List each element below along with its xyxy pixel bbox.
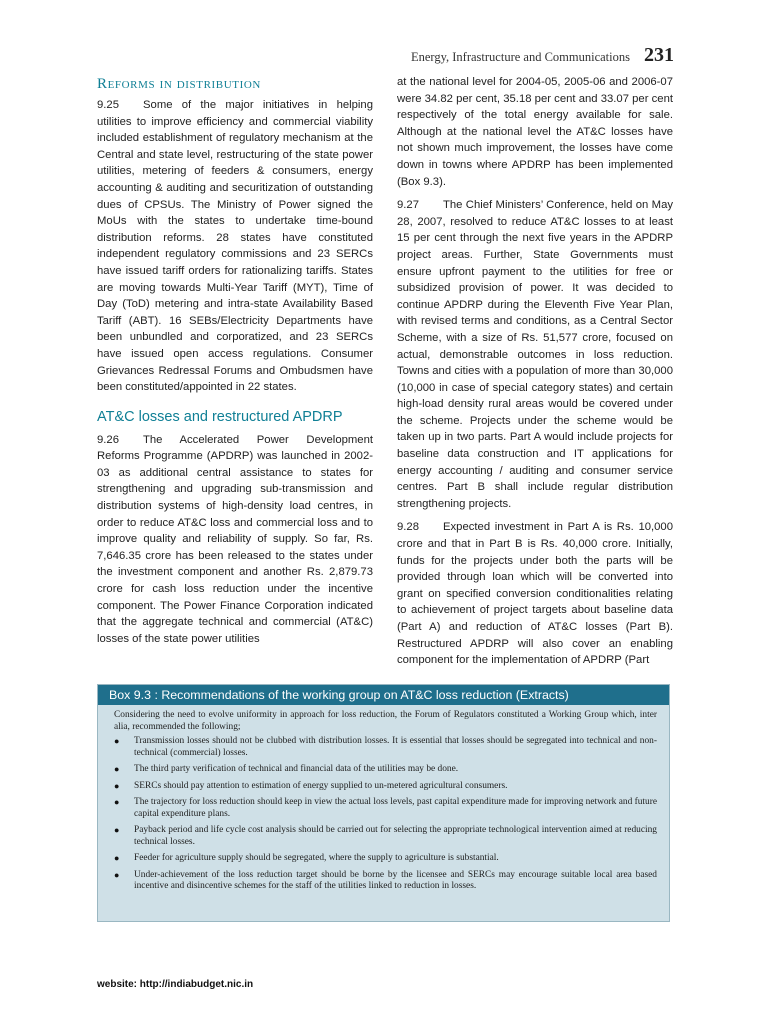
paragraph-text: The Accelerated Power Development Reforms Programme (APDRP) was launched in 2002-03 as additional central assistance to states for strengthening and upgrading sub-transmission and distribution systems of high-density load centres, in order to reduce AT&C loss and commercial loss and to improve quality and reliability of supply. So far, Rs. 7,646.35 crore has been released to the states under the investment component and another Rs. 2,879.73 crore for cash loss reduction under the incentive component. The Power Finance Corporation indicated that the aggregate technical and commercial (AT&C) losses of the state power utilities	[97, 433, 373, 645]
bullet-icon: ●	[114, 869, 120, 880]
bullet-icon: ●	[114, 853, 120, 863]
list-item	[114, 781, 657, 793]
paragraph-9-26	[97, 432, 373, 648]
list-item-text: The third party verification of technical and financial data of the utilities may be done.	[134, 764, 459, 774]
right-column	[397, 74, 673, 676]
section-name: Energy, Infrastructure and Communications	[410, 50, 630, 64]
recommendation-list	[114, 736, 657, 893]
section-heading: Reforms in distribution	[97, 76, 261, 92]
bullet-icon: ●	[114, 825, 120, 835]
box-body	[98, 705, 669, 893]
paragraph-text: Expected investment in Part A is Rs. 10,000 crore and that in Part B is Rs. 40,000 crore. Initially, funds for the projects under both the parts will be provided through loan which will be converted into grant on specified conversion conditionalities relating to achievement of project targets about baseline data (Part A) and reduction of AT&C losses (Part B). Restructured APDRP will also cover an enabling component for the implementation of APDRP (Part	[397, 521, 673, 667]
list-item	[114, 853, 657, 865]
list-item	[114, 825, 657, 848]
paragraph-9-26-continued: at the national level for 2004-05, 2005-06 and 2006-07 were 34.82 per cent, 35.18 per cent and 33.07 per cent respectively of the total energy available for sale. Although at the national level the AT&C losses have not shown much improvement, the losses have come down in towns where APDRP has been implemented (Box 9.3).	[397, 76, 673, 188]
paragraph-9-25	[97, 97, 373, 396]
list-item-text: Under-achievement of the loss reduction target should be borne by the licensee and SERCs may encourage suitable local area based incentive and disincentive schemes for the staff of the utilities linked to reduction in losses.	[134, 869, 657, 891]
paragraph-number: 9.28	[397, 521, 419, 534]
box-title: Box 9.3 : Recommendations of the working group on AT&C loss reduction (Extracts)	[98, 685, 669, 705]
bullet-icon: ●	[114, 736, 120, 746]
left-column	[97, 74, 373, 654]
subsection-heading: AT&C losses and restructured APDRP	[97, 408, 343, 425]
list-item-text: Feeder for agriculture supply should be segregated, where the supply to agriculture is substantial.	[134, 853, 499, 863]
box-9-3	[97, 684, 670, 922]
box-intro: Considering the need to evolve uniformity in approach for loss reduction, the Forum of Regulators constituted a Working Group which, inter alia, recommended the following;	[114, 710, 657, 732]
paragraph-9-27	[397, 197, 673, 512]
list-item	[114, 764, 657, 776]
page-number: 231	[644, 44, 674, 66]
paragraph-number: 9.25	[97, 99, 119, 111]
list-item	[114, 797, 657, 820]
list-item-text: The trajectory for loss reduction should keep in view the actual loss levels, past capital expenditure made for improving network and future capital expenditure plans.	[134, 797, 657, 819]
list-item-text: Transmission losses should not be clubbed with distribution losses. It is essential that losses should be segregated into technical and non-technical (commercial) losses.	[134, 736, 657, 758]
paragraph-9-28	[397, 519, 673, 668]
paragraph-text: Some of the major initiatives in helping utilities to improve efficiency and commercial viability included establishment of regulatory mechanism at the Central and state level, restructuring of the state power utilities, metering of feeders & consumers, energy accounting & auditing and securitization of outstanding dues of CPSUs. The Ministry of Power signed the MoUs with the states to undertake time-bound distribution reforms. 28 states have constituted independent regulatory commissions and 23 SERCs have issued tariff orders for rationalizing tariffs. States are moving towards Multi-Year Tariff (MYT), Time of Day (ToD) metering and intra-state Availability Based Tariff (ABT). 16 SEBs/Electricity Departments have been unbundled and corporatized, and 23 SERCs have issued open access regulations. Consumer Grievances Redressal Forums and Ombudsmen have been constituted/appointed in 22 states.	[97, 99, 373, 394]
page-header	[388, 44, 674, 68]
list-item	[114, 870, 657, 893]
bullet-icon: ●	[114, 797, 120, 807]
list-item-text: SERCs should pay attention to estimation of energy supplied to un-metered agricultural consumers.	[134, 780, 508, 791]
paragraph-number: 9.27	[397, 199, 419, 212]
bullet-icon: ●	[114, 764, 120, 774]
list-item	[114, 736, 657, 759]
paragraph-number: 9.26	[97, 433, 119, 446]
footer-website: website: http://indiabudget.nic.in	[97, 979, 254, 990]
list-item-text: Payback period and life cycle cost analysis should be carried out for selecting the appropriate technological intervention aimed at reducing technical losses.	[134, 825, 657, 847]
bullet-icon: ●	[114, 780, 120, 791]
paragraph-text: The Chief Ministers’ Conference, held on May 28, 2007, resolved to reduce AT&C losses to at least 15 per cent through the next five years in the APDRP project areas. Further, State Governments must ensure upfront payment to the utilities for free or subsidized provision of power. It was decided to continue APDRP during the Eleventh Five Year Plan, with revised terms and conditions, as a Central Sector Scheme, with a size of Rs. 51,577 crore, focused on actual, demonstrable outcomes in loss reduction. Towns and cities with a population of more than 30,000 (10,000 in case of special category states) and certain high-load density rural areas would be covered under the scheme. Projects under the scheme would be taken up in two parts. Part A would include projects for baseline data construction and IT applications for energy accounting / auditing and consumer service centres. Part B shall include regular distribution strengthening projects.	[397, 199, 673, 510]
